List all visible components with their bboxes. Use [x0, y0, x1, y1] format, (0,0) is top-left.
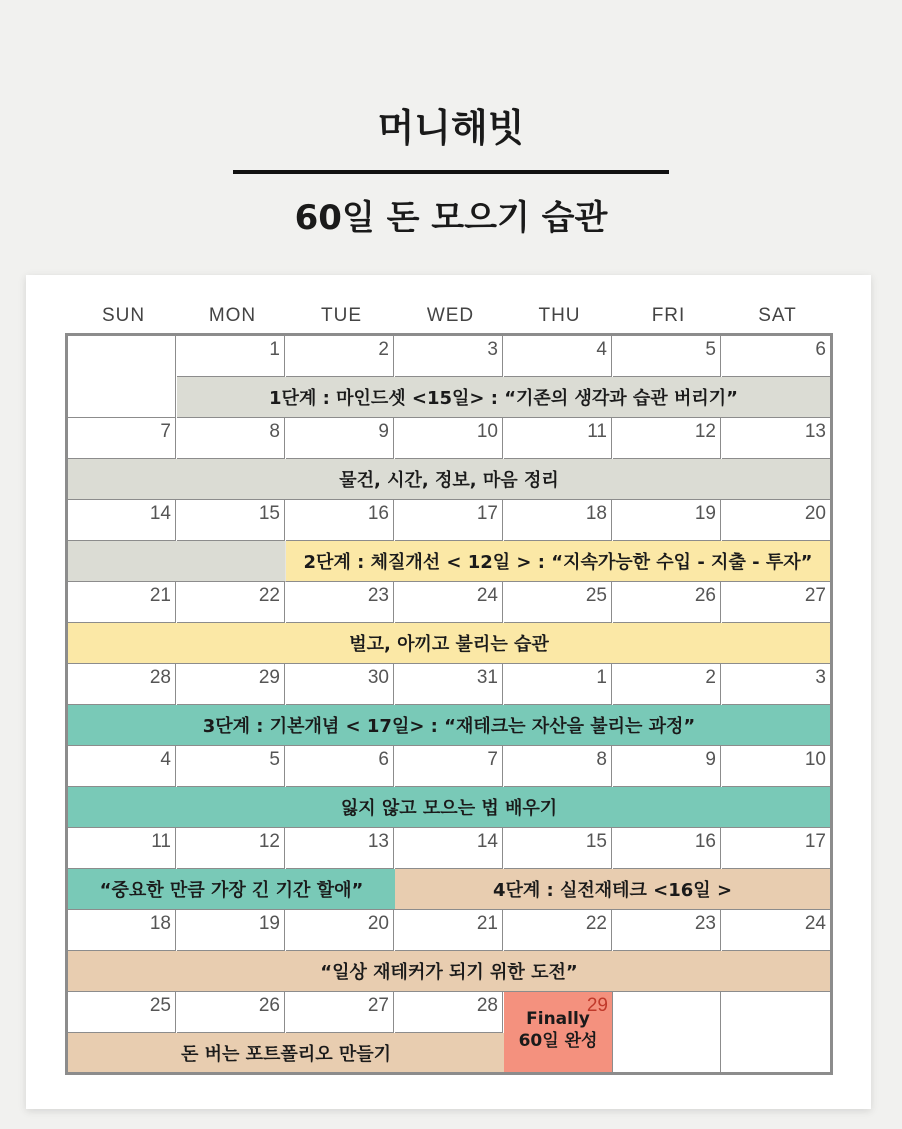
day-cell[interactable] [613, 336, 721, 377]
day-cell[interactable] [504, 418, 612, 459]
stage3-desc-band: 잃지 않고 모으는 법 배우기 [68, 787, 830, 828]
day-number: 3 [487, 339, 498, 360]
weekday-sat: SAT [758, 305, 797, 326]
weekday-wed: WED [426, 305, 475, 326]
day-cell[interactable] [722, 582, 830, 623]
day-number: 18 [149, 913, 171, 934]
day-number: 4 [596, 339, 607, 360]
day-number: 4 [160, 749, 171, 770]
day-number: 1 [269, 339, 280, 360]
day-number: 1 [596, 667, 607, 688]
day-cell[interactable] [395, 992, 503, 1033]
day-number: 10 [476, 421, 498, 442]
day-number: 17 [476, 503, 498, 524]
day-number: 27 [804, 585, 826, 606]
day-cell[interactable] [68, 500, 176, 541]
weekday-mon: MON [208, 305, 257, 326]
day-number: 22 [258, 585, 280, 606]
day-number: 19 [694, 503, 716, 524]
day-number: 17 [804, 831, 826, 852]
stage2-title-band: 2단계 : 체질개선 < 12일 > : “지속가능한 수입 - 지출 - 투자” [286, 541, 830, 582]
weekday-fri: FRI [651, 305, 686, 326]
day-cell[interactable] [722, 910, 830, 951]
day-number: 26 [694, 585, 716, 606]
day-cell[interactable] [177, 336, 285, 377]
day-number: 3 [815, 667, 826, 688]
day-cell[interactable] [504, 664, 612, 705]
stage3-quote-band: “중요한 만큼 가장 긴 기간 할애” [68, 869, 395, 910]
day-number: 20 [804, 503, 826, 524]
weekday-tue: TUE [321, 305, 362, 326]
day-number: 7 [487, 749, 498, 770]
weekday-thu: THU [538, 305, 581, 326]
day-cell[interactable] [395, 336, 503, 377]
day-cell[interactable] [286, 418, 394, 459]
day-cell[interactable] [722, 664, 830, 705]
day-number: 15 [585, 831, 607, 852]
stage1-desc-band: 물건, 시간, 정보, 마음 정리 [68, 459, 830, 500]
page-title: 머니해빗 [377, 106, 525, 150]
finale-label: Finally 60일 완성 [518, 1009, 598, 1051]
day-cell[interactable] [177, 828, 285, 869]
day-number: 11 [151, 831, 171, 852]
stage1-tail-band [68, 541, 286, 582]
day-number: 31 [476, 667, 498, 688]
day-cell[interactable] [504, 582, 612, 623]
day-cell[interactable] [395, 582, 503, 623]
day-cell[interactable] [613, 418, 721, 459]
day-number: 6 [378, 749, 389, 770]
day-number: 6 [815, 339, 826, 360]
day-number: 14 [149, 503, 171, 524]
day-cell[interactable] [395, 418, 503, 459]
day-cell[interactable] [177, 582, 285, 623]
day-number: 23 [367, 585, 389, 606]
day-number: 23 [694, 913, 716, 934]
calendar-grid [65, 333, 833, 1075]
stage4-desc-band: 돈 버는 포트폴리오 만들기 [68, 1033, 504, 1072]
day-cell[interactable] [68, 992, 176, 1033]
day-cell[interactable] [722, 418, 830, 459]
day-number: 9 [378, 421, 389, 442]
finale-cell[interactable] [504, 992, 613, 1072]
day-number: 2 [378, 339, 389, 360]
day-number: 28 [476, 995, 498, 1016]
day-cell[interactable] [177, 910, 285, 951]
day-number: 14 [476, 831, 498, 852]
day-number: 5 [705, 339, 716, 360]
day-number: 25 [585, 585, 607, 606]
day-cell[interactable] [613, 746, 721, 787]
day-cell-empty [68, 336, 176, 418]
day-number: 21 [149, 585, 171, 606]
day-cell[interactable] [286, 336, 394, 377]
day-number: 22 [585, 913, 607, 934]
stage2-desc-band: 벌고, 아끼고 불리는 습관 [68, 623, 830, 664]
day-cell[interactable] [504, 828, 612, 869]
day-cell[interactable] [68, 582, 176, 623]
stage4-quote-band: “일상 재테커가 되기 위한 도전” [68, 951, 830, 992]
day-cell[interactable] [286, 664, 394, 705]
day-cell[interactable] [613, 664, 721, 705]
day-number: 21 [476, 913, 498, 934]
day-cell[interactable] [395, 664, 503, 705]
day-cell[interactable] [722, 828, 830, 869]
day-cell[interactable] [177, 500, 285, 541]
day-number: 11 [587, 421, 607, 442]
day-number: 8 [269, 421, 280, 442]
day-cell[interactable] [286, 992, 394, 1033]
day-cell[interactable] [504, 500, 612, 541]
day-cell[interactable] [286, 500, 394, 541]
day-cell[interactable] [395, 500, 503, 541]
day-number: 10 [804, 749, 826, 770]
stage4-title-band: 4단계 : 실전재테크 <16일 > [395, 869, 830, 910]
day-number: 29 [586, 995, 608, 1016]
day-cell[interactable] [395, 910, 503, 951]
day-cell[interactable] [504, 746, 612, 787]
day-cell-empty [613, 992, 721, 1072]
day-cell[interactable] [613, 828, 721, 869]
page-subtitle: 60일 돈 모으기 습관 [294, 198, 608, 238]
day-cell[interactable] [722, 336, 830, 377]
day-cell[interactable] [722, 746, 830, 787]
day-cell[interactable] [286, 582, 394, 623]
stage3-title-band: 3단계 : 기본개념 < 17일> : “재테크는 자산을 불리는 과정” [68, 705, 830, 746]
day-cell[interactable] [68, 418, 176, 459]
day-cell[interactable] [177, 746, 285, 787]
day-number: 19 [258, 913, 280, 934]
day-number: 20 [367, 913, 389, 934]
day-cell[interactable] [395, 746, 503, 787]
day-number: 5 [269, 749, 280, 770]
day-cell[interactable] [613, 500, 721, 541]
day-number: 16 [694, 831, 716, 852]
day-number: 29 [258, 667, 280, 688]
day-number: 13 [367, 831, 389, 852]
day-number: 12 [694, 421, 716, 442]
day-cell[interactable] [286, 910, 394, 951]
day-cell[interactable] [613, 910, 721, 951]
day-number: 30 [367, 667, 389, 688]
day-number: 16 [367, 503, 389, 524]
day-number: 12 [258, 831, 280, 852]
day-cell[interactable] [613, 582, 721, 623]
day-cell[interactable] [68, 664, 176, 705]
day-number: 7 [160, 421, 171, 442]
day-number: 13 [804, 421, 826, 442]
day-cell-empty [722, 992, 830, 1072]
day-number: 26 [258, 995, 280, 1016]
day-cell[interactable] [722, 500, 830, 541]
stage1-title-band: 1단계 : 마인드셋 <15일> : “기존의 생각과 습관 버리기” [177, 377, 830, 418]
day-cell[interactable] [68, 828, 176, 869]
day-cell[interactable] [68, 746, 176, 787]
day-cell[interactable] [177, 992, 285, 1033]
day-cell[interactable] [286, 828, 394, 869]
day-cell[interactable] [177, 418, 285, 459]
title-divider [233, 170, 669, 174]
day-number: 15 [258, 503, 280, 524]
day-number: 2 [705, 667, 716, 688]
day-number: 27 [367, 995, 389, 1016]
day-cell[interactable] [68, 910, 176, 951]
day-number: 25 [149, 995, 171, 1016]
day-number: 28 [149, 667, 171, 688]
day-cell[interactable] [504, 910, 612, 951]
day-cell[interactable] [504, 336, 612, 377]
day-cell[interactable] [395, 828, 503, 869]
day-number: 9 [705, 749, 716, 770]
day-cell[interactable] [286, 746, 394, 787]
weekday-sun: SUN [101, 305, 146, 326]
day-cell[interactable] [177, 664, 285, 705]
day-number: 24 [804, 913, 826, 934]
day-number: 8 [596, 749, 607, 770]
day-number: 24 [476, 585, 498, 606]
day-number: 18 [585, 503, 607, 524]
